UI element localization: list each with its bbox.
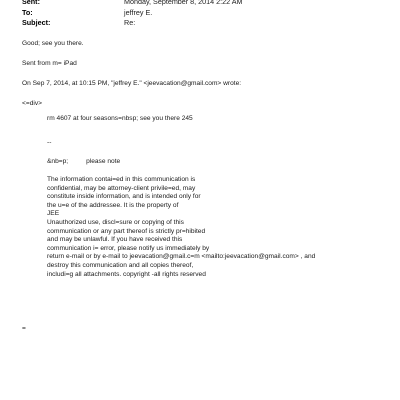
trailing-equals: = [22,325,26,332]
note-text: please note [86,158,121,165]
disclaimer-line: the u=e of the addressee. It is the property of [47,201,179,209]
note-prefix: &nb=p; [47,158,69,165]
quote-intro-line: On Sep 7, 2014, at 10:15 PM, "jeffrey E." <jeevacation@gmail.com> wrote: [22,80,242,87]
subject-label: Subject: [22,18,51,27]
disclaimer-block [47,176,315,279]
disclaimer-line: The information contai=ed in this communication is [47,176,196,183]
quote-line: rm 4607 at four seasons=nbsp; see you there 245 [47,115,193,122]
to-value: jeffrey E. [124,7,153,17]
div-tag-line: <=div> [22,100,42,107]
signature-line: Sent from m= iPad [22,60,77,67]
sent-row [22,0,392,8]
sent-value: Monday, September 8, 2014 2:22 AM [124,0,243,6]
to-label: To: [22,7,33,17]
quote-dashes: -- [47,139,52,146]
disclaimer-line: confidential, may be attorney-client privile=ed, may [47,184,196,192]
disclaimer-line: includi=g all attachments. copyright -all rights reserved [47,270,206,278]
disclaimer-line: return e-mail or by e-mail to jeevacation@gmail.c=m <mailto:jeevacation@gmail.com> , and [47,253,316,261]
disclaimer-line: JEE [47,210,60,218]
email-header [22,0,392,29]
greeting-line: Good; see you there. [22,40,84,47]
disclaimer-line: communication i= error, please notify us immediately by [47,244,210,252]
disclaimer-line: constitute inside information, and is intended only for [47,193,201,201]
to-row [22,8,392,19]
disclaimer-line: destroy this communication and all copies thereof, [47,261,194,269]
disclaimer-line: Unauthorized use, discl=sure or copying of this [47,218,184,226]
note-line [47,158,120,167]
subject-value: Re: [124,18,136,27]
disclaimer-line: and may be unlawful. If you have received this [47,236,183,244]
sent-label: Sent: [22,0,40,6]
subject-row [22,18,392,29]
disclaimer-line: communication or any part thereof is strictly pr=hibited [47,227,206,235]
